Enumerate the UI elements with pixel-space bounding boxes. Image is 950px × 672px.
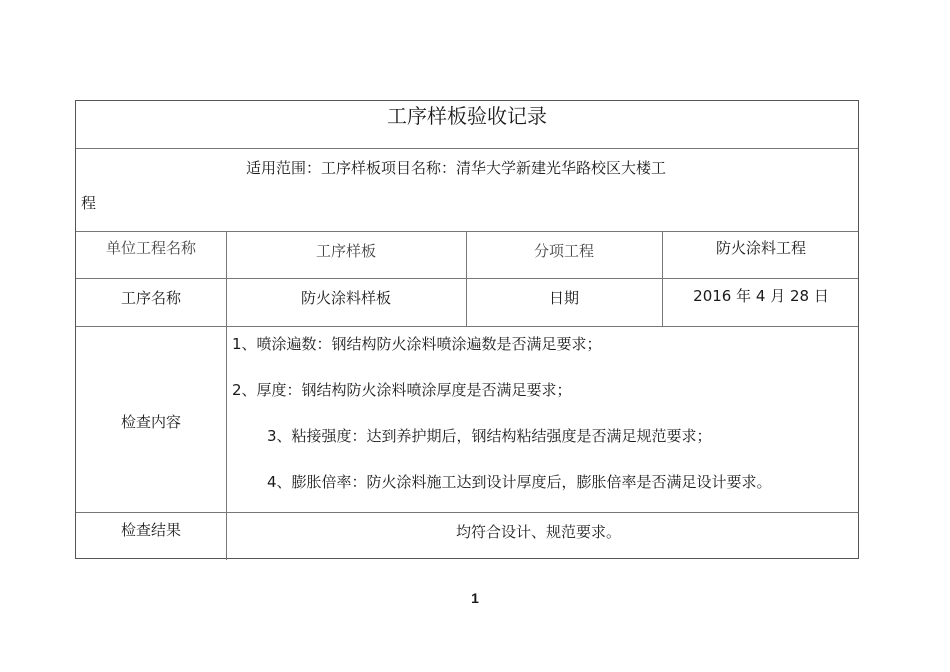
scope-text-line2: 程 [81, 194, 97, 212]
sub-project-value: 防火涂料工程 [715, 239, 806, 257]
inspection-item: 1、喷涂遍数：钢结构防火涂料喷涂遍数是否满足要求； [232, 335, 602, 353]
date-label: 日期 [548, 289, 579, 307]
acceptance-record-table [75, 100, 859, 559]
inspection-item: 3、粘接强度：达到养护期后，钢结构粘结强度是否满足规范要求； [267, 427, 712, 445]
inspection-item: 4、膨胀倍率：防火涂料施工达到设计厚度后，膨胀倍率是否满足设计要求。 [267, 473, 772, 491]
unit-project-name-label: 单位工程名称 [105, 239, 196, 257]
sub-project-label: 分项工程 [533, 242, 594, 260]
row-divider [76, 512, 858, 513]
column-divider [226, 231, 227, 560]
inspection-content-label: 检查内容 [120, 413, 181, 431]
row-divider [76, 148, 858, 149]
process-name-label: 工序名称 [120, 289, 181, 307]
row-divider [76, 231, 858, 232]
process-name-value: 防火涂料样板 [300, 289, 391, 307]
inspection-item: 2、厚度：钢结构防火涂料喷涂厚度是否满足要求； [232, 381, 572, 399]
inspection-result-label: 检查结果 [120, 521, 181, 539]
row-divider [76, 278, 858, 279]
date-value: 2016 年 4 月 28 日 [693, 287, 829, 305]
unit-project-name-value: 工序样板 [315, 242, 376, 260]
document-title: 工序样板验收记录 [387, 104, 547, 128]
row-divider [76, 326, 858, 327]
inspection-result-value: 均符合设计、规范要求。 [456, 523, 622, 541]
scope-text-line1: 适用范围：工序样板项目名称：清华大学新建光华路校区大楼工 [246, 159, 667, 177]
page-number: 1 [471, 590, 479, 606]
